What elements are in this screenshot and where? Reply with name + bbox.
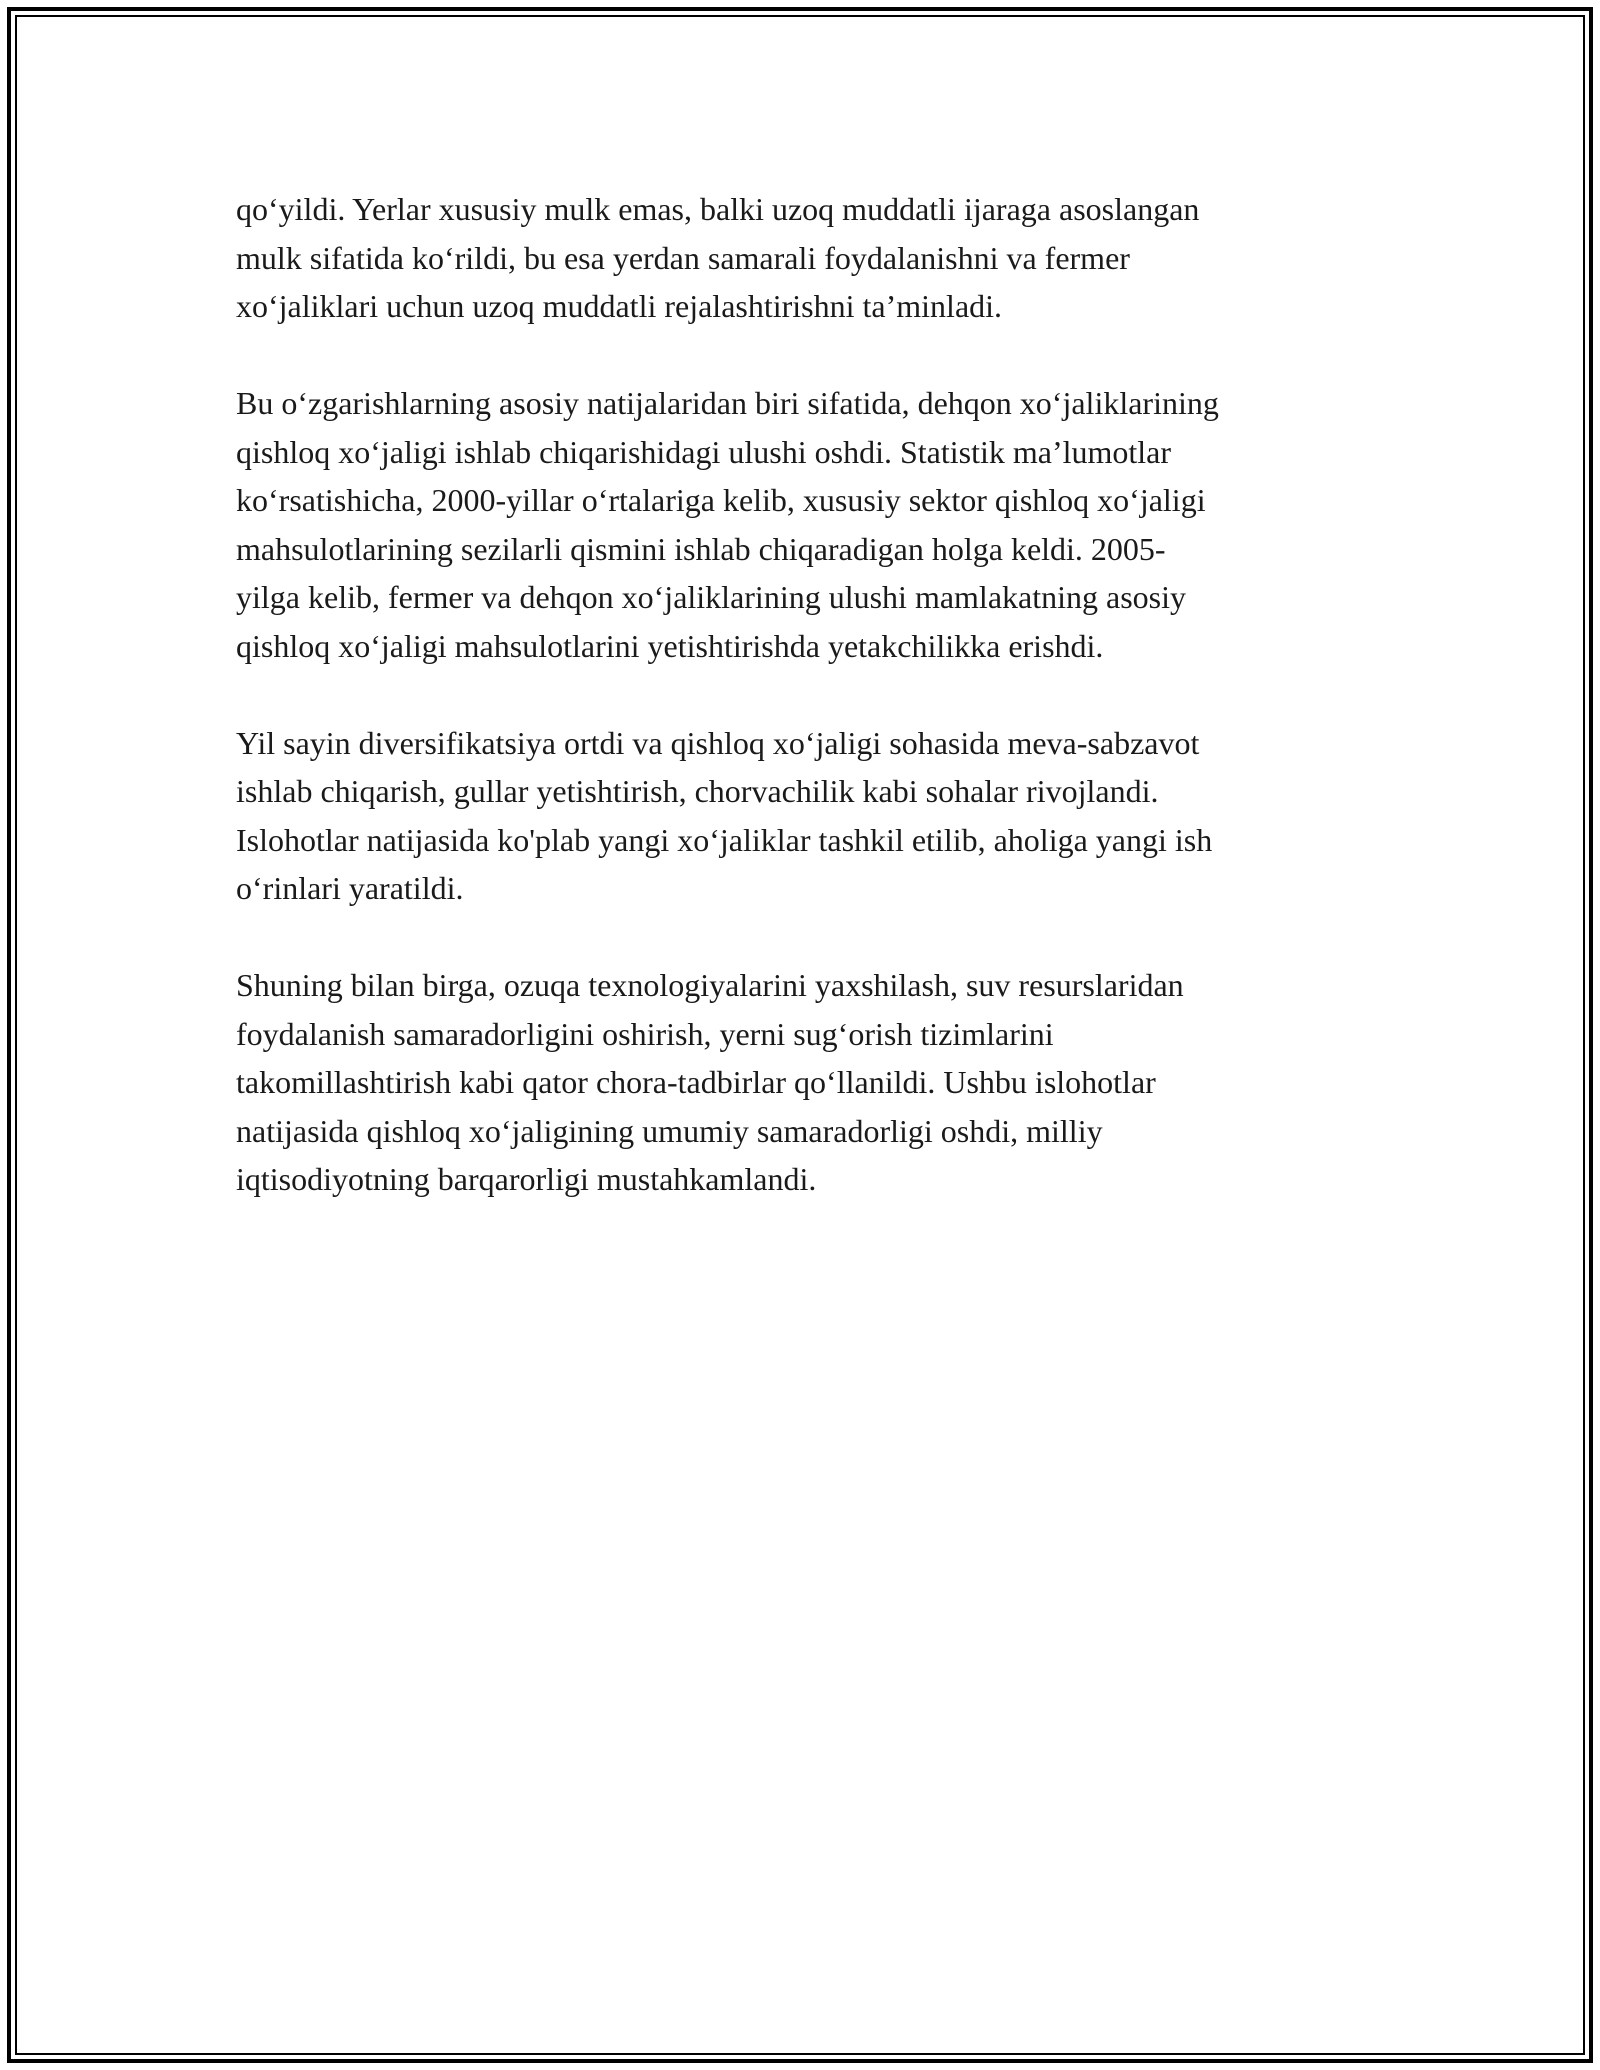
paragraph-1: qo‘yildi. Yerlar xususiy mulk emas, balki uzoq muddatli ijaraga asoslangan mulk sifatida ko‘rildi, bu esa yerdan samarali foydalanishni va fermer xo‘jaliklari uchun uzoq muddatli rejalashtirishni ta’minladi. — [236, 191, 1200, 324]
paragraph-3: Yil sayin diversifikatsiya ortdi va qishloq xo‘jaligi sohasida meva-sabzavot ishlab chiqarish, gullar yetishtirish, chorvachilik kabi sohalar rivojlandi. Islohotlar natijasida ko'plab yangi xo‘jaliklar tashkil etilib, aholiga yangi ish o‘rinlari yaratildi. — [236, 724, 1213, 906]
paragraph-4: Shuning bilan birga, ozuqa texnologiyalarini yaxshilash, suv resurslaridan foydalanish samaradorligini oshirish, yerni sug‘orish tizimlarini takomillashtirish kabi qator chora-tadbirlar qo‘llanildi. Ushbu islohotlar natijasida qishloq xo‘jaligining umumiy samaradorligi oshdi, milliy iqtisodiyotning barqarorligi mustahkamlandi. — [236, 967, 1184, 1197]
document-body — [236, 185, 1386, 1252]
paragraph-2: Bu o‘zgarishlarning asosiy natijalaridan biri sifatida, dehqon xo‘jaliklarining qishloq xo‘jaligi ishlab chiqarishidagi ulushi oshdi. Statistik ma’lumotlar ko‘rsatishicha, 2000-yillar o‘rtalariga kelib, xususiy sektor qishloq xo‘jaligi mahsulotlarining sezilarli qismini ishlab chiqaradigan holga keldi. 2005- yilga kelib, fermer va dehqon xo‘jaliklarining ulushi mamlakatning asosiy qishloq xo‘jaligi mahsulotlarini yetishtirishda yetakchilikka erishdi. — [236, 385, 1219, 664]
